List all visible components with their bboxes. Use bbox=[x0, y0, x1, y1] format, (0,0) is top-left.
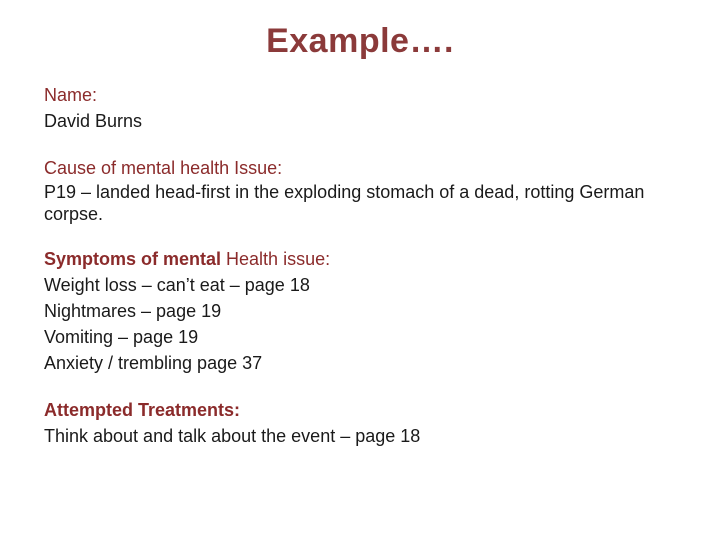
heading-part: Symptoms of mental bbox=[44, 249, 227, 269]
section-line: Nightmares – page 19 bbox=[44, 301, 222, 321]
section-line: Think about and talk about the event – page 18 bbox=[44, 426, 421, 446]
section-line: P19 – landed head-first in the exploding stomach of a dead, rotting German corpse. bbox=[44, 182, 645, 224]
section-heading-cause bbox=[44, 155, 684, 181]
section-name bbox=[44, 82, 684, 134]
section-heading-name: Name: bbox=[44, 85, 98, 105]
section-heading-treatments: Attempted Treatments: bbox=[44, 400, 241, 420]
page-title: Example…. bbox=[266, 22, 454, 60]
section-cause bbox=[44, 155, 684, 225]
section-line: Anxiety / trembling page 37 bbox=[44, 353, 263, 373]
section-symptoms bbox=[44, 246, 684, 376]
section-line: David Burns bbox=[44, 111, 143, 131]
section-treatments bbox=[44, 397, 684, 449]
heading-part: Health issue: bbox=[226, 249, 331, 269]
section-line: Weight loss – can’t eat – page 18 bbox=[44, 275, 310, 295]
slide-content bbox=[44, 82, 684, 470]
section-heading-symptoms bbox=[44, 246, 684, 272]
heading-part: Issue: bbox=[234, 158, 283, 178]
heading-part: Cause of mental health bbox=[44, 158, 235, 178]
section-line: Vomiting – page 19 bbox=[44, 327, 199, 347]
